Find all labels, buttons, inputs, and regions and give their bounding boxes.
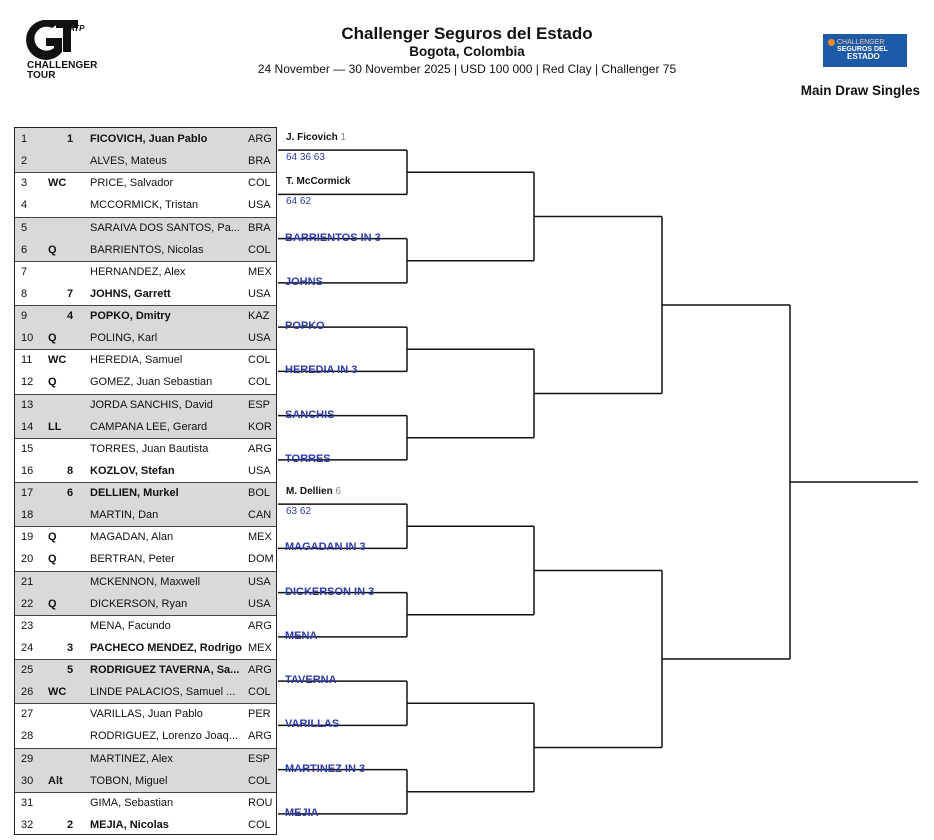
draw-position: 26 — [21, 686, 34, 699]
match-result: TORRES — [285, 452, 331, 465]
match-result: MARTINEZ IN 3 — [285, 762, 366, 775]
player-nationality: BRA — [248, 221, 271, 234]
draw-position: 3 — [21, 177, 28, 190]
winner-name: J. Ficovich — [286, 132, 338, 143]
winner-seed: 1 — [340, 132, 347, 143]
seed-number: 6 — [67, 487, 74, 499]
player-name: POPKO, Dmitry — [90, 310, 171, 322]
player-nationality: COL — [248, 177, 271, 190]
entry-status: WC — [48, 177, 67, 190]
player-name: RODRIGUEZ TAVERNA, Sa... — [90, 664, 240, 676]
player-name: ALVES, Mateus — [90, 155, 167, 168]
player-nationality: COL — [248, 243, 271, 256]
entry-status: WC — [48, 354, 67, 367]
draw-position: 12 — [21, 376, 34, 389]
player-nationality: PER — [248, 708, 271, 721]
draw-position: 27 — [21, 708, 34, 721]
tournament-details: 24 November — 30 November 2025 | USD 100 000 | Red Clay | Challenger 75 — [257, 62, 677, 76]
player-name: BARRIENTOS, Nicolas — [90, 243, 204, 256]
player-name: LINDE PALACIOS, Samuel ... — [90, 686, 236, 699]
player-nationality: MEX — [248, 531, 272, 544]
player-nationality: USA — [248, 575, 271, 588]
player-name: PRICE, Salvador — [90, 177, 174, 190]
player-name: SARAIVA DOS SANTOS, Pa... — [90, 221, 240, 234]
player-nationality: ARG — [248, 133, 272, 145]
player-nationality: BOL — [248, 487, 271, 499]
player-name: GIMA, Sebastian — [90, 796, 174, 809]
seed-number: 8 — [67, 464, 74, 477]
draw-position: 4 — [21, 199, 28, 212]
match-result: TAVERNA — [285, 674, 337, 687]
draw-position: 24 — [21, 641, 34, 654]
player-name: MEJIA, Nicolas — [90, 818, 169, 831]
entry-status: WC — [48, 686, 67, 699]
draw-position: 7 — [21, 265, 28, 278]
match-score: 63 62 — [286, 506, 312, 518]
player-name: MARTIN, Dan — [90, 509, 159, 522]
player-name: TOBON, Miguel — [90, 774, 168, 787]
seed-number: 1 — [67, 133, 74, 145]
draw-position: 21 — [21, 575, 34, 588]
player-nationality: ESP — [248, 752, 271, 765]
draw-position: 11 — [21, 354, 33, 367]
player-nationality: ESP — [248, 398, 271, 411]
match-result: JOHNS — [285, 275, 323, 288]
player-nationality: KOR — [248, 420, 272, 433]
entry-status: Q — [48, 376, 57, 389]
draw-position: 32 — [21, 818, 34, 831]
player-name: FICOVICH, Juan Pablo — [90, 133, 208, 145]
entry-status: LL — [48, 420, 62, 433]
player-name: JORDA SANCHIS, David — [90, 398, 213, 411]
match-result: DICKERSON IN 3 — [285, 585, 375, 598]
draw-position: 9 — [21, 310, 28, 322]
entry-status: Q — [48, 243, 57, 256]
player-nationality: ARG — [248, 442, 272, 455]
entry-status: Q — [48, 332, 57, 345]
player-name: GOMEZ, Juan Sebastian — [90, 376, 213, 389]
player-name: TORRES, Juan Bautista — [90, 442, 209, 455]
draw-position: 10 — [21, 332, 34, 345]
winner-name: M. Dellien — [286, 486, 333, 497]
player-nationality: USA — [248, 287, 271, 300]
player-nationality: DOM — [248, 553, 274, 566]
match-winner — [286, 132, 346, 143]
player-nationality: COL — [248, 818, 271, 831]
player-nationality: COL — [248, 376, 271, 389]
draw-position: 17 — [21, 487, 34, 499]
entry-status: Q — [48, 597, 57, 610]
player-nationality: KAZ — [248, 310, 270, 322]
player-name: PACHECO MENDEZ, Rodrigo — [90, 641, 242, 654]
match-result: MENA — [285, 629, 318, 642]
player-name: DELLIEN, Murkel — [90, 487, 179, 499]
draw-position: 25 — [21, 664, 34, 676]
draw-position: 28 — [21, 730, 34, 743]
winner-name: T. McCormick — [286, 176, 351, 188]
player-nationality: MEX — [248, 641, 272, 654]
draw-position: 8 — [21, 287, 28, 300]
match-result: HEREDIA IN 3 — [285, 364, 358, 377]
draw-position: 5 — [21, 221, 28, 234]
draw-position: 16 — [21, 464, 34, 477]
player-nationality: CAN — [248, 509, 272, 522]
seed-number: 7 — [67, 287, 74, 300]
draw-position: 31 — [21, 796, 34, 809]
player-nationality: USA — [248, 597, 271, 610]
winner-seed: 6 — [335, 486, 342, 497]
match-result: POPKO — [285, 320, 325, 333]
player-nationality: BRA — [248, 155, 271, 168]
player-nationality: USA — [248, 199, 271, 212]
entry-status: Q — [48, 553, 57, 566]
draw-position: 18 — [21, 509, 34, 522]
match-result: VARILLAS — [285, 718, 340, 731]
player-nationality: COL — [248, 354, 271, 367]
draw-position: 23 — [21, 619, 34, 632]
tournament-title: Challenger Seguros del Estado — [341, 24, 593, 43]
entry-status: Q — [48, 531, 57, 544]
match-result: BARRIENTOS IN 3 — [285, 231, 381, 244]
sponsor-line3: ESTADO — [847, 52, 880, 61]
player-name: RODRIGUEZ, Lorenzo Joaq... — [90, 730, 238, 743]
match-score: 64 36 63 — [286, 152, 325, 164]
logo-text-line2: TOUR — [27, 70, 56, 81]
player-name: HEREDIA, Samuel — [90, 354, 183, 367]
draw-position: 22 — [21, 597, 34, 610]
draw-position: 30 — [21, 774, 34, 787]
draw-position: 15 — [21, 442, 34, 455]
draw-position: 19 — [21, 531, 34, 544]
match-result: MAGADAN IN 3 — [285, 541, 366, 554]
match-result: MEJIA — [285, 806, 319, 819]
seed-number: 3 — [67, 641, 74, 654]
player-name: VARILLAS, Juan Pablo — [90, 708, 203, 721]
player-name: HERNANDEZ, Alex — [90, 265, 186, 278]
player-nationality: COL — [248, 686, 271, 699]
player-nationality: ARG — [248, 664, 272, 676]
player-name: CAMPANA LEE, Gerard — [90, 420, 208, 433]
draw-position: 14 — [21, 420, 34, 433]
seed-number: 2 — [67, 818, 74, 831]
player-name: MCKENNON, Maxwell — [90, 575, 201, 588]
player-name: POLING, Karl — [90, 332, 158, 345]
match-winner — [286, 176, 350, 187]
draw-position: 13 — [21, 398, 34, 411]
draw-label: Main Draw Singles — [800, 83, 920, 98]
player-nationality: MEX — [248, 265, 272, 278]
draw-position: 6 — [21, 243, 28, 256]
player-name: MENA, Facundo — [90, 619, 171, 632]
match-winner — [286, 486, 341, 497]
seed-number: 4 — [67, 310, 74, 322]
player-nationality: ARG — [248, 730, 272, 743]
draw-position: 1 — [21, 133, 28, 145]
player-name: JOHNS, Garrett — [90, 287, 171, 300]
player-nationality: ROU — [248, 796, 273, 809]
draw-position: 29 — [21, 752, 34, 765]
sponsor-line1: CHALLENGER — [837, 39, 885, 46]
entry-status: Alt — [48, 774, 63, 787]
tournament-location: Bogota, Colombia — [409, 44, 525, 59]
match-score: 64 62 — [286, 196, 312, 208]
logo-text-line1: CHALLENGER — [27, 60, 98, 71]
player-nationality: USA — [248, 464, 271, 477]
player-name: KOZLOV, Stefan — [90, 464, 175, 477]
player-name: MCCORMICK, Tristan — [90, 199, 199, 212]
player-nationality: COL — [248, 774, 271, 787]
player-name: MAGADAN, Alan — [90, 531, 174, 544]
sponsor-line2: SEGUROS DEL — [837, 46, 888, 53]
player-nationality: ARG — [248, 619, 272, 632]
seed-number: 5 — [67, 664, 74, 676]
player-name: MARTINEZ, Alex — [90, 752, 173, 765]
atp-mark: ATP — [69, 24, 85, 33]
player-name: DICKERSON, Ryan — [90, 597, 188, 610]
match-result: SANCHIS — [285, 408, 335, 421]
draw-position: 20 — [21, 553, 34, 566]
player-nationality: USA — [248, 332, 271, 345]
player-name: BERTRAN, Peter — [90, 553, 175, 566]
draw-position: 2 — [21, 155, 28, 168]
